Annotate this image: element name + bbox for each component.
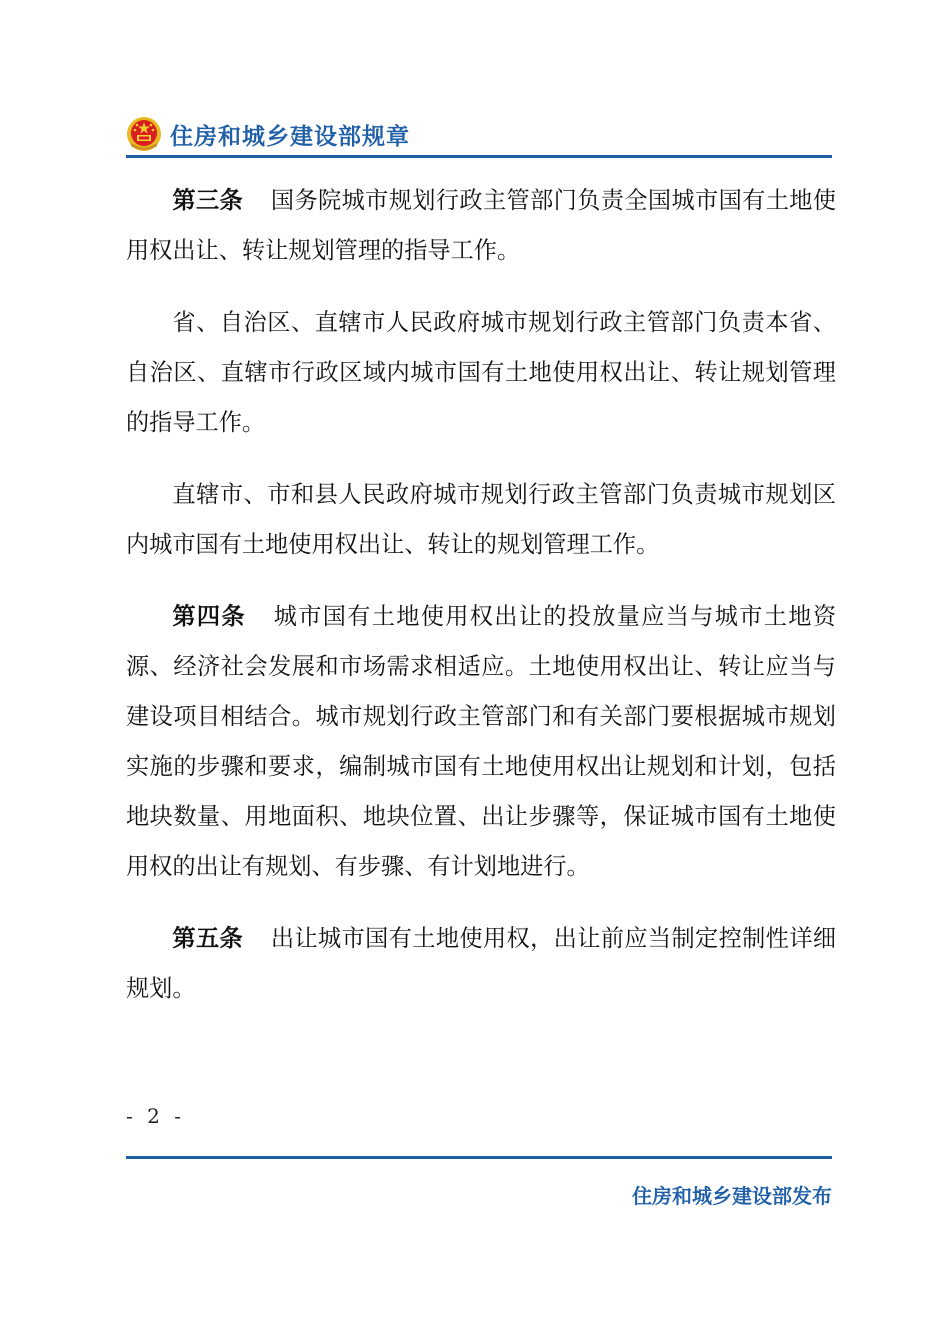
header-title: 住房和城乡建设部规章 xyxy=(170,124,410,150)
paragraph-text: 省、自治区、直辖市人民政府城市规划行政主管部门负责本省、自治区、直辖市行政区域内城市国有土地使用权出让、转让规划管理的指导工作。 xyxy=(126,309,836,436)
page-number: - 2 - xyxy=(126,1104,185,1128)
article-paragraph xyxy=(126,914,836,1014)
footer-divider xyxy=(126,1156,832,1159)
paragraph-text: 直辖市、市和县人民政府城市规划行政主管部门负责城市规划区内城市国有土地使用权出让、转让的规划管理工作。 xyxy=(126,481,836,558)
article-number: 第四条 xyxy=(172,603,246,630)
article-paragraph xyxy=(126,592,836,892)
national-emblem-icon xyxy=(126,116,162,152)
article-paragraph xyxy=(126,176,836,276)
article-number: 第三条 xyxy=(172,187,244,214)
article-paragraph xyxy=(126,298,836,448)
document-body xyxy=(126,176,836,1036)
paragraph-text: 城市国有土地使用权出让的投放量应当与城市土地资源、经济社会发展和市场需求相适应。土地使用权出让、转让应当与建设项目相结合。城市规划行政主管部门和有关部门要根据城市规划实施的步骤和要求，编制城市国有土地使用权出让规划和计划，包括地块数量、用地面积、地块位置、出让步骤等，保证城市国有土地使用权的出让有规划、有步骤、有计划地进行。 xyxy=(126,603,837,880)
header-divider xyxy=(126,155,832,158)
paragraph-text: 出让城市国有土地使用权，出让前应当制定控制性详细规划。 xyxy=(126,925,837,1002)
page-header xyxy=(126,114,832,156)
paragraph-text: 国务院城市规划行政主管部门负责全国城市国有土地使用权出让、转让规划管理的指导工作。 xyxy=(126,187,837,264)
footer-publisher: 住房和城乡建设部发布 xyxy=(632,1184,832,1208)
article-number: 第五条 xyxy=(172,925,244,952)
article-paragraph xyxy=(126,470,836,570)
